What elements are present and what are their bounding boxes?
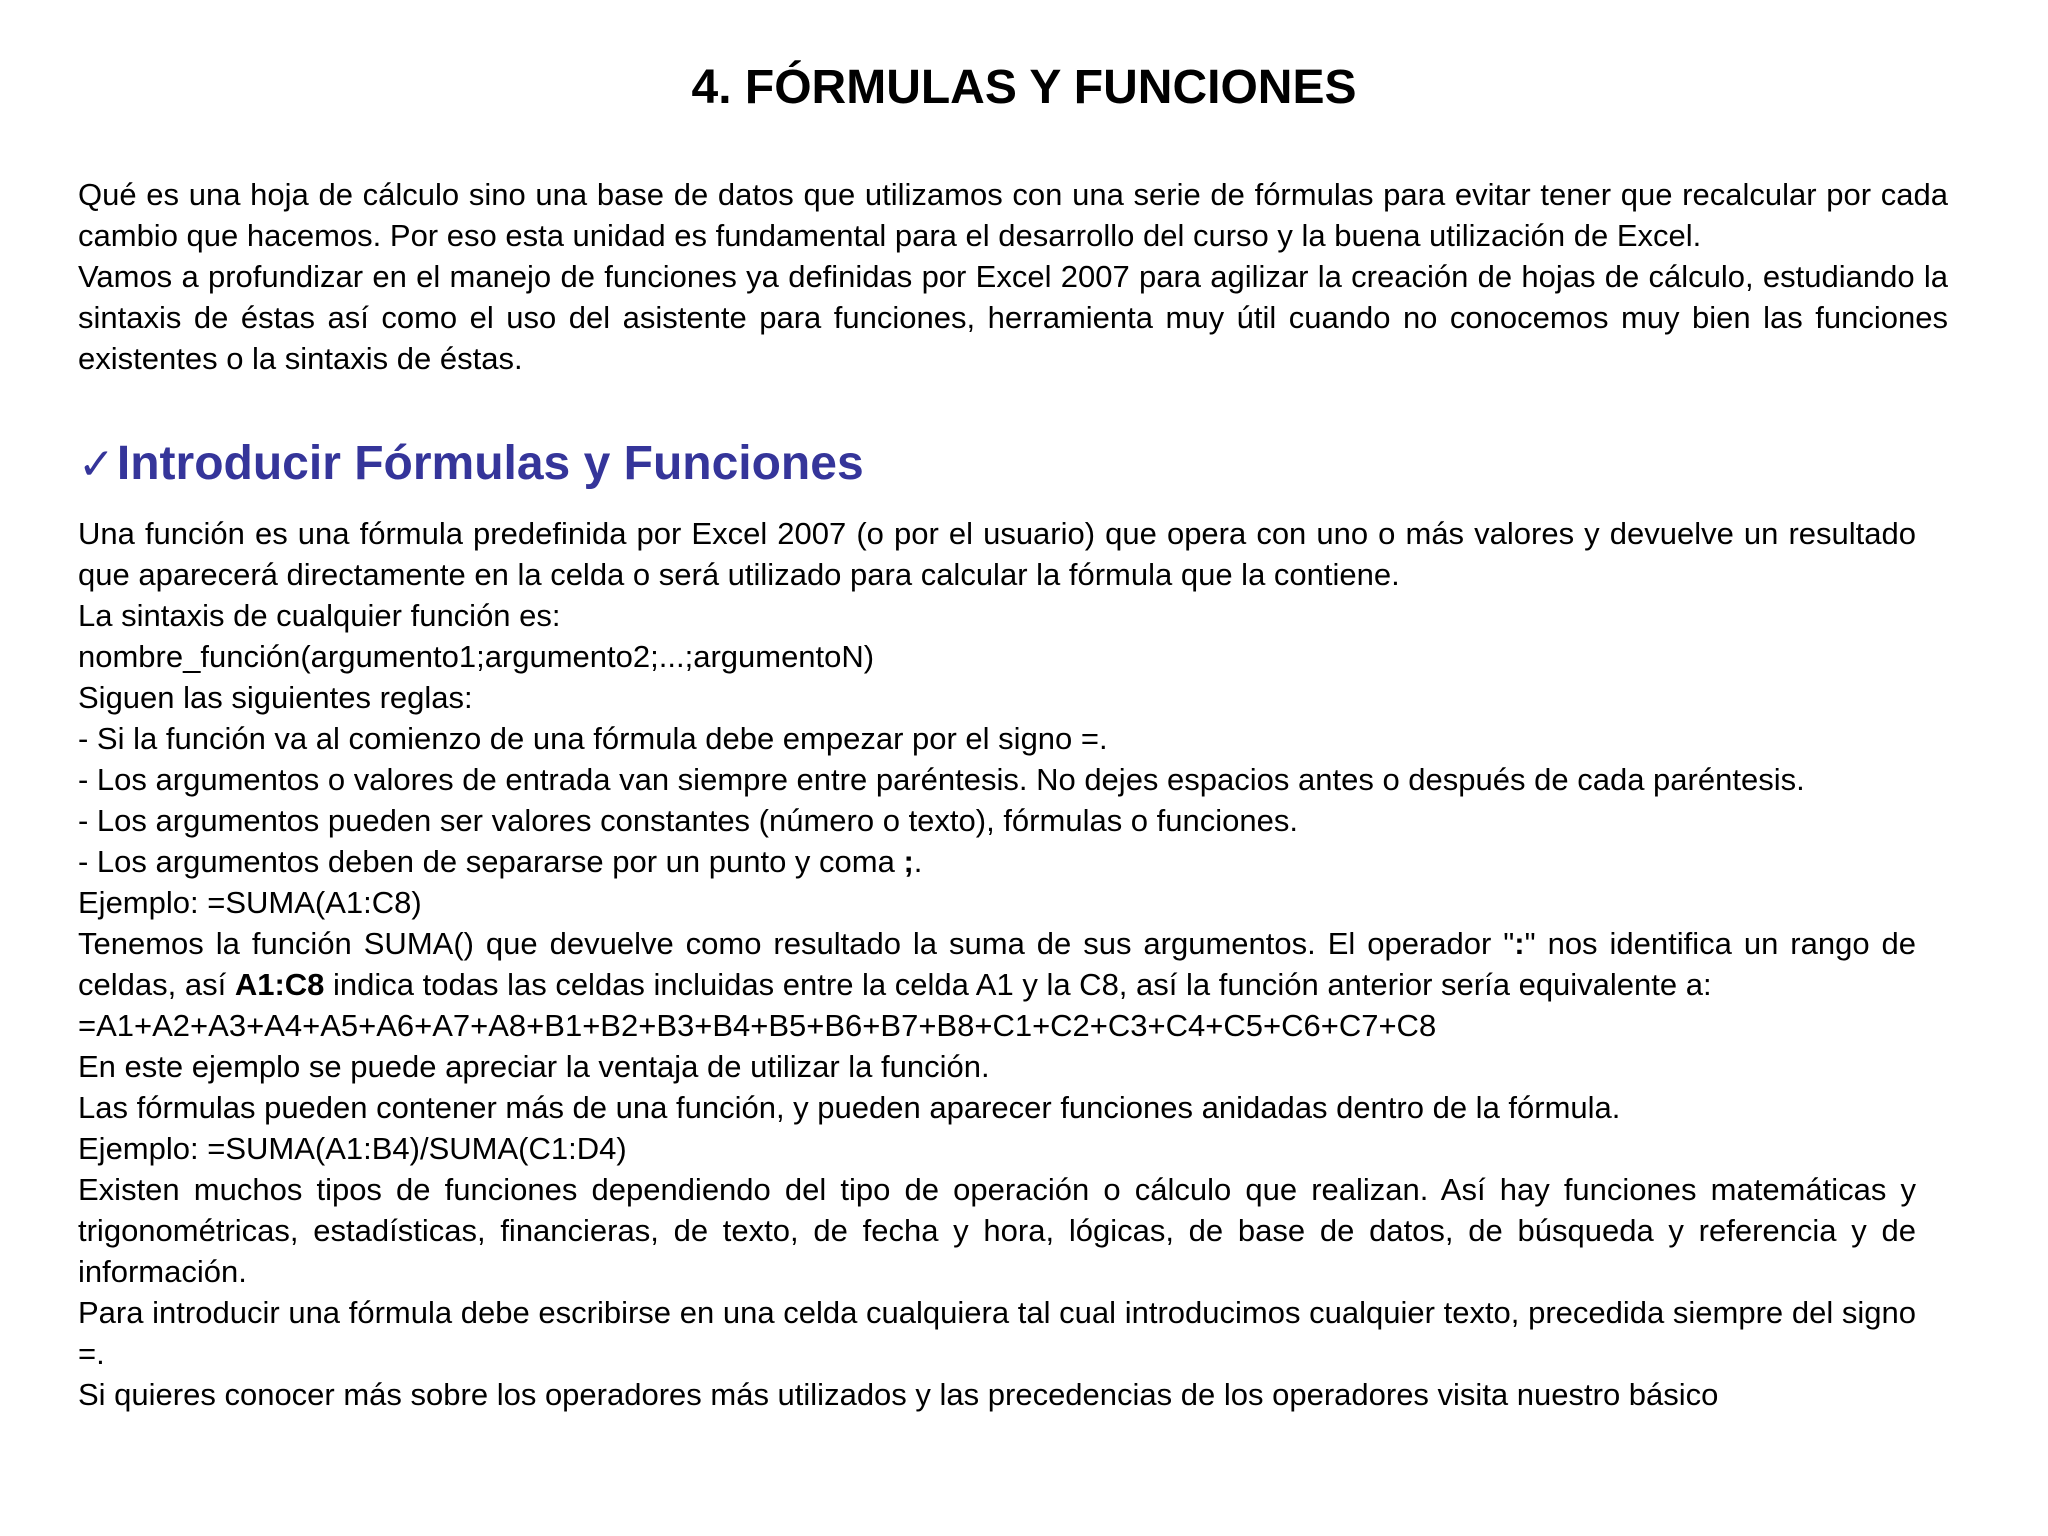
rule-4-semicolon: ; (903, 844, 914, 879)
rule-4-end: . (913, 844, 923, 879)
explanation-paragraph (78, 923, 1916, 1005)
nested-line: Las fórmulas pueden contener más de una función, y pueden aparecer funciones anidadas dentro de la fórmula. (78, 1090, 1621, 1125)
example-2: Ejemplo: =SUMA(A1:B4)/SUMA(C1:D4) (78, 1131, 627, 1166)
explanation-range: A1:C8 (234, 967, 325, 1002)
rule-1: - Si la función va al comienzo de una fórmula debe empezar por el signo =. (78, 721, 1108, 756)
intro-paragraph-2: Vamos a profundizar en el manejo de funciones ya definidas por Excel 2007 para agilizar la creación de hojas de cálculo, estudiando la sintaxis de éstas así como el uso del asistente para funciones, herramienta muy útil cuando no conocemos muy bien las funciones existentes o la sintaxis de éstas. (78, 259, 1948, 376)
advantage-line: En este ejemplo se puede apreciar la ventaja de utilizar la función. (78, 1049, 990, 1084)
explanation-part-b: " nos identifica un rango de celdas, así (78, 926, 1916, 1002)
rule-4-text: - Los argumentos deben de separarse por un punto y coma (78, 844, 904, 879)
expanded-formula: =A1+A2+A3+A4+A5+A6+A7+A8+B1+B2+B3+B4+B5+B6+B7+B8+C1+C2+C3+C4+C5+C6+C7+C8 (78, 1008, 1437, 1043)
check-icon: ✓ (78, 440, 115, 489)
example-1: Ejemplo: =SUMA(A1:C8) (78, 885, 422, 920)
rule-2: - Los argumentos o valores de entrada van siempre entre paréntesis. No dejes espacios antes o después de cada paréntesis. (78, 762, 1805, 797)
explanation-part-c: indica todas las celdas incluidas entre la celda A1 y la C8, así la función anterior sería equivalente a: (324, 967, 1712, 1002)
rule-3: - Los argumentos pueden ser valores constantes (número o texto), fórmulas o funciones. (78, 803, 1298, 838)
syntax-line: nombre_función(argumento1;argumento2;...;argumentoN) (78, 639, 875, 674)
section-heading-text: Introducir Fórmulas y Funciones (116, 437, 864, 490)
section-body (78, 513, 1916, 1415)
intro-section (78, 174, 1948, 379)
intro-paragraph-1: Qué es una hoja de cálculo sino una base de datos que utilizamos con una serie de fórmulas para evitar tener que recalcular por cada cambio que hacemos. Por eso esta unidad es fundamental para el desarrollo del curso y la buena utilización de Excel. (78, 177, 1948, 253)
page-title: 4. FÓRMULAS Y FUNCIONES (691, 61, 1357, 114)
more-info-line: Si quieres conocer más sobre los operadores más utilizados y las precedencias de los operadores visita nuestro básico (78, 1377, 1719, 1412)
rule-4 (78, 841, 1916, 882)
rules-intro: Siguen las siguientes reglas: (78, 680, 473, 715)
types-paragraph: Existen muchos tipos de funciones dependiendo del tipo de operación o cálculo que realizan. Así hay funciones matemáticas y trigonométricas, estadísticas, financieras, de texto, de fecha y hora, lógicas, de base de datos, de búsqueda y referencia y de información. (78, 1172, 1916, 1289)
definition-paragraph: Una función es una fórmula predefinida por Excel 2007 (o por el usuario) que opera con uno o más valores y devuelve un resultado que aparecerá directamente en la celda o será utilizado para calcular la fórmula que la contiene. (78, 516, 1916, 592)
explanation-colon: : (1514, 926, 1525, 961)
section-heading (78, 434, 864, 495)
how-to-paragraph: Para introducir una fórmula debe escribirse en una celda cualquiera tal cual introducimos cualquier texto, precedida siempre del signo =. (78, 1295, 1916, 1371)
explanation-part-a: Tenemos la función SUMA() que devuelve como resultado la suma de sus argumentos. El operador " (78, 926, 1515, 961)
syntax-intro: La sintaxis de cualquier función es: (78, 598, 561, 633)
